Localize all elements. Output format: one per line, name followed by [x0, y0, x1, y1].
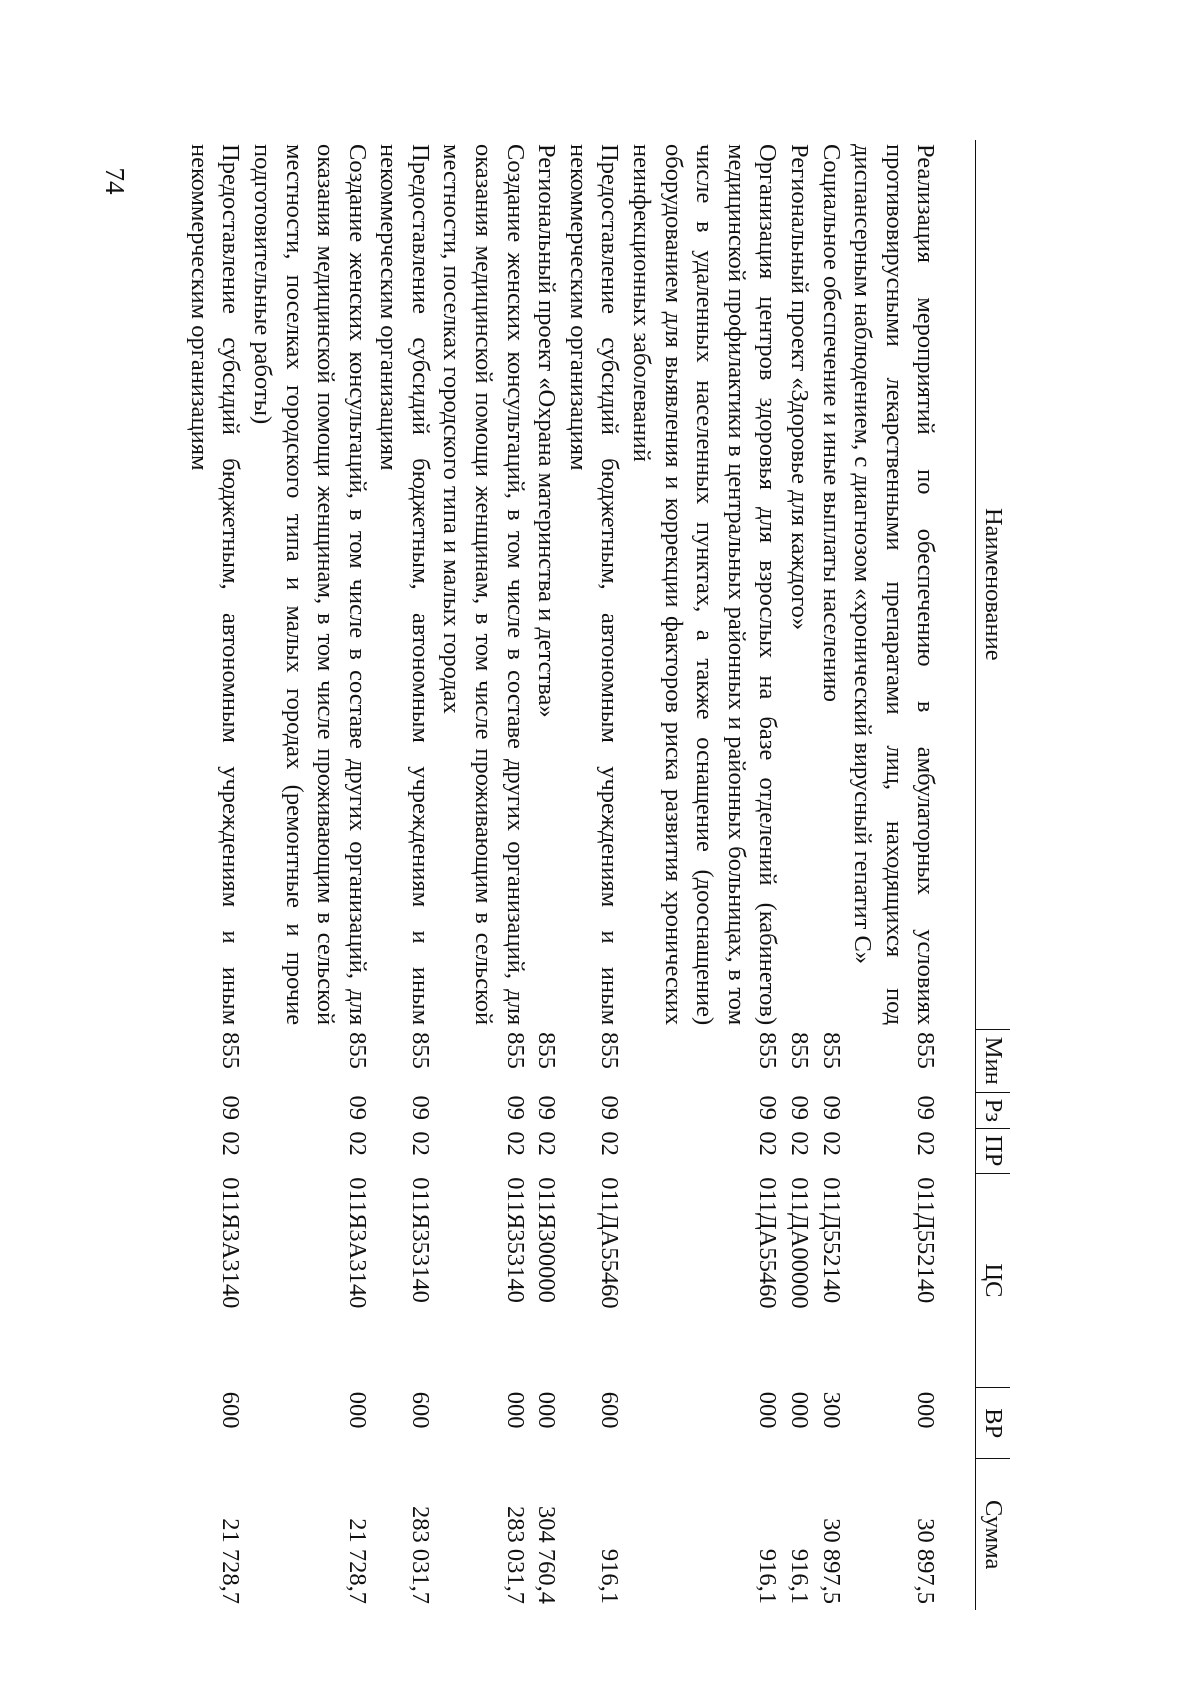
row-sum: 916,1: [596, 1548, 624, 1604]
row-vr: 300: [817, 1391, 845, 1429]
row-sum: 21 728,7: [343, 1518, 371, 1604]
row-pr: 02: [343, 1131, 371, 1156]
row-rz: 09: [912, 1095, 940, 1120]
header-sum: Сумма: [976, 1459, 1010, 1610]
table-row: [531, 140, 563, 1610]
row-rz: 09: [406, 1095, 434, 1120]
row-min: 855: [406, 1032, 434, 1069]
row-sum: 283 031,7: [501, 1506, 529, 1604]
row-rz: 09: [754, 1095, 782, 1120]
table-row: [436, 140, 531, 1610]
row-min: 855: [217, 1032, 245, 1069]
table-row: [246, 140, 372, 1610]
page-number: 74: [100, 167, 130, 195]
header-min: Мин: [976, 1029, 1010, 1092]
row-pr: 02: [406, 1131, 434, 1156]
row-rz: 09: [817, 1095, 845, 1120]
row-min: 855: [596, 1032, 624, 1069]
row-name: Организация центров здоровья для взрослых на базе отделений (кабинетов) медицинской профилактики в центральных районных и районных больницах, в том числе в удаленных населенных пунктах, а также оснащение (дооснащение) оборудованием для выявления и коррекции факторов риска развития хронических неинфекционных заболеваний: [628, 144, 782, 1026]
row-cs: 011Я353140: [501, 1177, 529, 1303]
row-cs: 011Я353140: [406, 1177, 434, 1303]
row-vr: 600: [406, 1391, 434, 1429]
row-vr: 600: [217, 1391, 245, 1429]
row-rz: 09: [343, 1095, 371, 1120]
row-name: Создание женских консультаций, в том числе в составе других организаций, для оказания медицинской помощи женщинам, в том числе проживающим в сельской местности, поселках городского типа и малых городах (ремонтные и прочие подготовительные работы): [248, 144, 371, 1026]
row-cs: 011Я300000: [533, 1177, 561, 1303]
row-name: Предоставление субсидий бюджетным, автономным учреждениям и иным некоммерческим организациям: [185, 144, 245, 1026]
row-rz: 09: [217, 1095, 245, 1120]
row-name: Реализация мероприятий по обеспечению в амбулаторных условиях противовирусными лекарственными препаратами лиц, находящихся под диспансерным наблюдением, с диагнозом «хронический вирусный гепатит С»: [849, 144, 940, 1026]
table-row: [783, 140, 815, 1610]
row-min: 855: [817, 1032, 845, 1069]
row-cs: 011Я3А3140: [217, 1177, 245, 1309]
row-cs: 011ДА55460: [596, 1177, 624, 1309]
table-row: [625, 140, 783, 1610]
row-name: Создание женских консультаций, в том числе в составе других организаций, для оказания медицинской помощи женщинам, в том числе проживающим в сельской местности, поселках городского типа и малых городах: [438, 144, 529, 1026]
table-header-row: [976, 140, 1010, 1610]
row-min: 855: [501, 1032, 529, 1069]
row-sum: 30 897,5: [912, 1518, 940, 1604]
row-sum: 916,1: [754, 1548, 782, 1604]
table-row: [562, 140, 625, 1610]
header-vr: ВР: [976, 1388, 1010, 1459]
table-row: [815, 140, 847, 1610]
row-name: Предоставление субсидий бюджетным, автономным учреждениям и иным некоммерческим организациям: [375, 144, 434, 1026]
row-vr: 000: [912, 1391, 940, 1429]
row-pr: 02: [912, 1131, 940, 1156]
rotated-page: [170, 140, 1010, 1610]
row-vr: 000: [754, 1391, 782, 1429]
row-vr: 000: [501, 1391, 529, 1429]
row-name: Региональный проект «Здоровье для каждого»: [786, 144, 814, 631]
row-sum: 283 031,7: [406, 1506, 434, 1604]
budget-table: [183, 140, 1010, 1610]
row-name: Социальное обеспечение и иные выплаты населению: [817, 144, 845, 702]
row-min: 855: [343, 1032, 371, 1069]
row-rz: 09: [533, 1095, 561, 1120]
row-sum: 30 897,5: [817, 1518, 845, 1604]
row-vr: 000: [343, 1391, 371, 1429]
row-cs: 011ДА00000: [786, 1177, 814, 1309]
header-cs: ЦС: [976, 1173, 1010, 1388]
row-vr: 000: [786, 1391, 814, 1429]
row-vr: 000: [533, 1391, 561, 1429]
row-vr: 600: [596, 1391, 624, 1429]
row-rz: 09: [596, 1095, 624, 1120]
row-pr: 02: [533, 1131, 561, 1156]
row-sum: 916,1: [786, 1548, 814, 1604]
row-sum: 304 760,4: [533, 1506, 561, 1604]
row-pr: 02: [217, 1131, 245, 1156]
row-min: 855: [754, 1032, 782, 1069]
row-min: 855: [912, 1032, 940, 1069]
row-rz: 09: [786, 1095, 814, 1120]
row-name: Предоставление субсидий бюджетным, автономным учреждениям и иным некоммерческим организациям: [564, 144, 624, 1026]
row-min: 855: [786, 1032, 814, 1069]
row-cs: 011Я3А3140: [343, 1177, 371, 1309]
header-name: Наименование: [976, 140, 1010, 1029]
row-pr: 02: [501, 1131, 529, 1156]
row-min: 855: [533, 1032, 561, 1069]
header-rz: Рз: [976, 1092, 1010, 1128]
row-name: Региональный проект «Охрана материнства и детства»: [533, 144, 561, 718]
table-row: [373, 140, 436, 1610]
table-row: [183, 140, 246, 1610]
row-pr: 02: [754, 1131, 782, 1156]
row-pr: 02: [817, 1131, 845, 1156]
table-row: [847, 140, 976, 1610]
row-cs: 011ДА55460: [754, 1177, 782, 1309]
row-pr: 02: [596, 1131, 624, 1156]
header-pr: ПР: [976, 1128, 1010, 1173]
row-rz: 09: [501, 1095, 529, 1120]
row-sum: 21 728,7: [217, 1518, 245, 1604]
row-cs: 011Д552140: [912, 1177, 940, 1304]
row-pr: 02: [786, 1131, 814, 1156]
row-cs: 011Д552140: [817, 1177, 845, 1304]
